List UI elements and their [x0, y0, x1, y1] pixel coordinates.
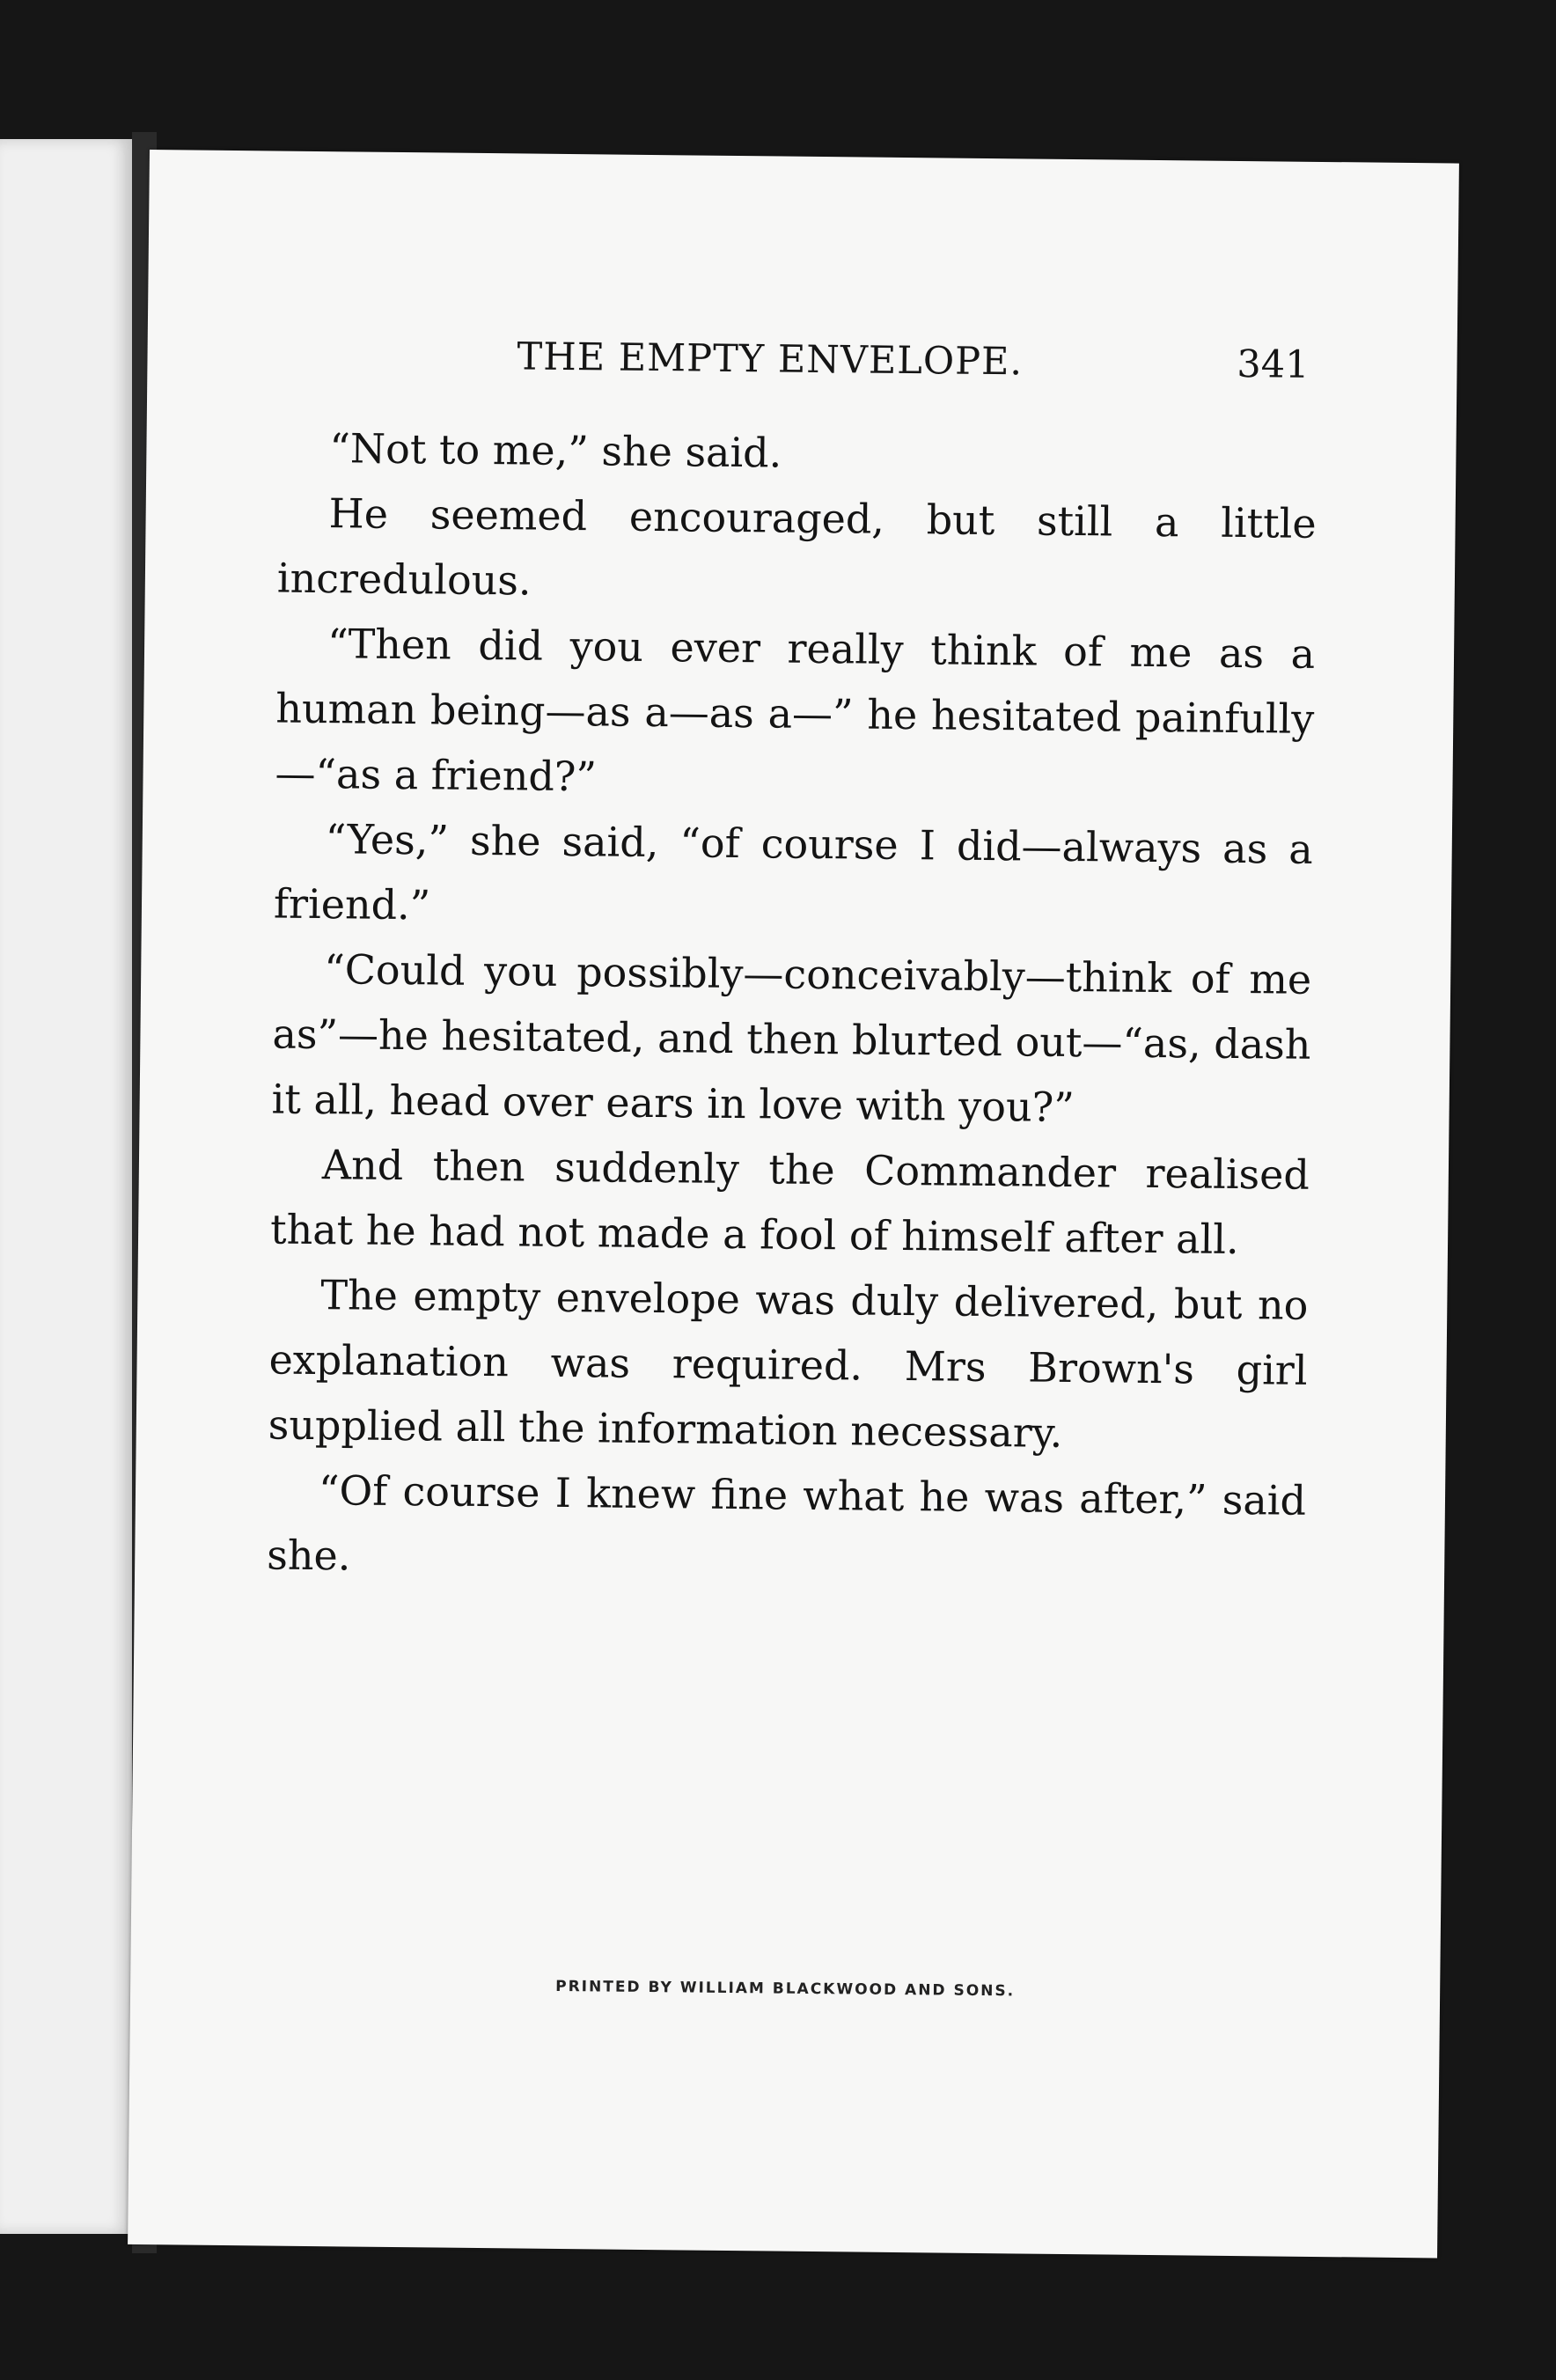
paragraph: And then suddenly the Commander realised that he had not made a fool of himself after all. [269, 1141, 1310, 1264]
book-page [128, 150, 1459, 2258]
paragraph: “Yes,” she said, “of course I did—always as a friend.” [273, 815, 1314, 929]
paragraph: “Could you possibly—conceivably—think of me as”—he hesitated, and then blurted out—“as, dash it all, head over ears in love with you?” [271, 945, 1312, 1132]
running-title: THE EMPTY ENVELOPE. [517, 334, 1024, 385]
page-content [128, 150, 1459, 2258]
body-text [267, 415, 1317, 1598]
printer-imprint: PRINTED BY WILLIAM BLACKWOOD AND SONS. [555, 1977, 1016, 2001]
paragraph: “Then did you ever really think of me as a human being—as a—as a—” he hesitated painfully—“as a friend?” [275, 620, 1316, 801]
paragraph: “Of course I knew fine what he was after,” said she. [267, 1466, 1307, 1580]
page-number: 341 [1237, 342, 1310, 387]
paragraph: He seemed encouraged, but still a little incredulous. [276, 489, 1317, 605]
left-page-edge [0, 139, 132, 2234]
running-head [253, 332, 1310, 396]
paragraph: The empty envelope was duly delivered, but no explanation was required. Mrs Brown's girl supplied all the information necessary. [268, 1271, 1309, 1457]
paragraph: “Not to me,” she said. [329, 424, 782, 477]
